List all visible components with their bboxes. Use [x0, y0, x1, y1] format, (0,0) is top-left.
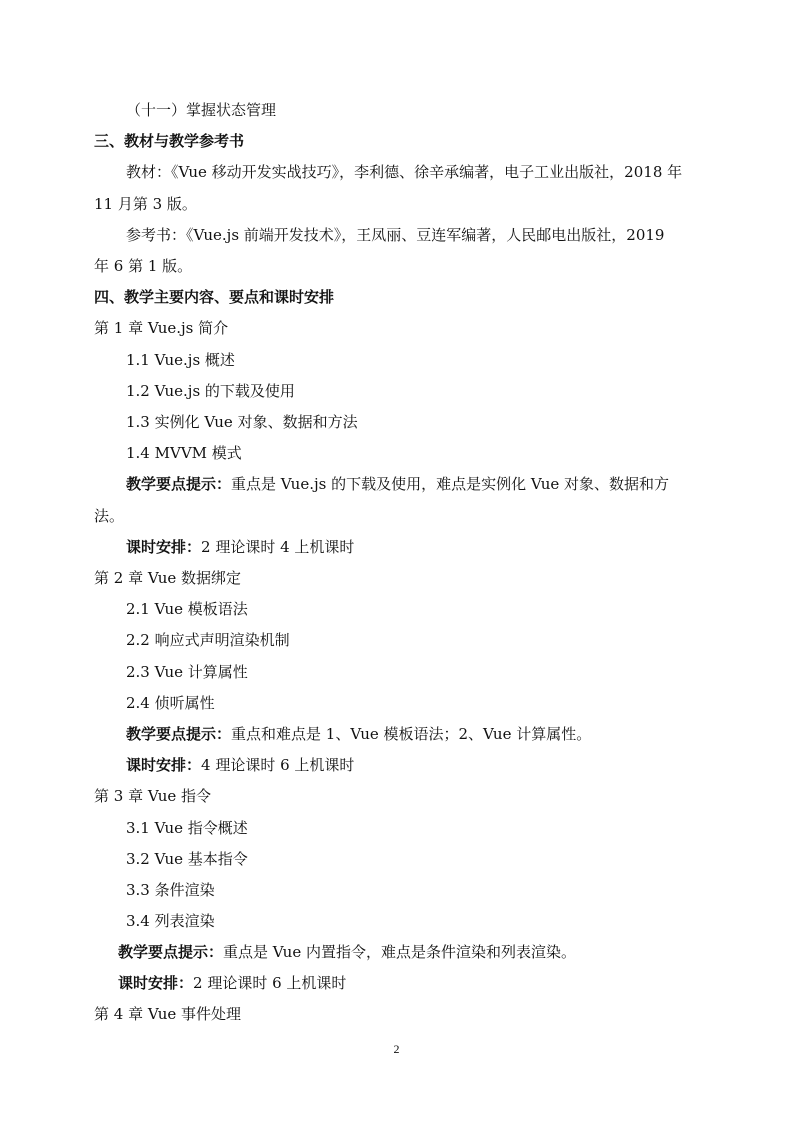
section-3-2: 3.2 Vue 基本指令	[126, 850, 248, 868]
section-3-4: 3.4 列表渲染	[126, 912, 215, 930]
hours-label: 课时安排：	[118, 974, 194, 992]
section-heading-textbooks: 三、教材与教学参考书	[94, 132, 245, 150]
chapter-1-hours	[126, 537, 354, 557]
key-points-text: 重点是 Vue.js 的下载及使用，难点是实例化 Vue 对象、数据和方	[231, 475, 670, 493]
chapter-1-title: 第 1 章 Vue.js 简介	[94, 319, 229, 337]
section-2-2: 2.2 响应式声明渲染机制	[126, 631, 290, 649]
key-points-label: 教学要点提示：	[126, 725, 232, 743]
key-points-label: 教学要点提示：	[118, 943, 224, 961]
chapter-1-key-points	[126, 474, 669, 494]
hours-text: 2 理论课时 4 上机课时	[201, 538, 355, 556]
chapter-2-key-points	[126, 724, 591, 744]
section-1-2: 1.2 Vue.js 的下载及使用	[126, 382, 295, 400]
chapter-3-key-points	[118, 942, 576, 962]
textbook-line-2: 11 月第 3 版。	[94, 195, 197, 213]
key-points-text: 重点是 Vue 内置指令，难点是条件渲染和列表渲染。	[223, 943, 576, 961]
reference-line-1: 参考书：《Vue.js 前端开发技术》，王凤丽、豆连军编著，人民邮电出版社，2019	[126, 226, 665, 244]
section-2-3: 2.3 Vue 计算属性	[126, 663, 248, 681]
reference-line-2: 年 6 第 1 版。	[94, 257, 193, 275]
hours-text: 4 理论课时 6 上机课时	[201, 756, 355, 774]
hours-label: 课时安排：	[126, 538, 202, 556]
chapter-2-title: 第 2 章 Vue 数据绑定	[94, 569, 242, 587]
chapter-3-hours	[118, 973, 346, 993]
page-number: 2	[393, 1042, 400, 1056]
key-points-text: 重点和难点是 1、Vue 模板语法；2、Vue 计算属性。	[231, 725, 592, 743]
chapter-1-key-points-cont: 法。	[94, 507, 125, 525]
section-3-3: 3.3 条件渲染	[126, 881, 215, 899]
section-1-4: 1.4 MVVM 模式	[126, 444, 242, 462]
textbook-line-1: 教材：《Vue 移动开发实战技巧》，李利德、徐辛承编著，电子工业出版社，2018 年	[126, 163, 683, 181]
hours-text: 2 理论课时 6 上机课时	[193, 974, 347, 992]
section-1-1: 1.1 Vue.js 概述	[126, 351, 235, 369]
chapter-3-title: 第 3 章 Vue 指令	[94, 787, 212, 805]
section-heading-content: 四、教学主要内容、要点和课时安排	[94, 288, 335, 306]
section-2-4: 2.4 侦听属性	[126, 694, 215, 712]
section-2-1: 2.1 Vue 模板语法	[126, 600, 248, 618]
key-points-label: 教学要点提示：	[126, 475, 232, 493]
section-3-1: 3.1 Vue 指令概述	[126, 819, 248, 837]
chapter-2-hours	[126, 755, 354, 775]
chapter-4-title: 第 4 章 Vue 事件处理	[94, 1005, 242, 1023]
hours-label: 课时安排：	[126, 756, 202, 774]
section-1-3: 1.3 实例化 Vue 对象、数据和方法	[126, 413, 358, 431]
objective-item-11: （十一）掌握状态管理	[126, 101, 277, 119]
